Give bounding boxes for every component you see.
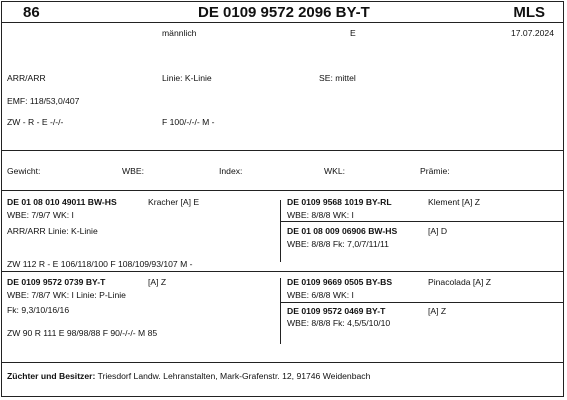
wbe-label: WBE: [122,166,144,176]
footer-divider [2,362,563,363]
emf: EMF: 118/53,0/407 [7,96,80,106]
weight-label: Gewicht: [7,166,41,176]
dam-id: DE 0109 9572 0739 BY-T [7,277,106,287]
dam-sire-name: Pinacolada [A] Z [428,277,492,287]
breeder-owner-value: Triesdorf Landw. Lehranstalten, Mark-Grafenstr. 12, 91746 Weidenbach [97,371,371,381]
line: Linie: K-Linie [162,73,212,83]
sire-sub-divider [281,221,563,222]
sire-sire-id: DE 0109 9568 1019 BY-RL [287,197,392,207]
wkl-label: WKL: [324,166,346,176]
sire-vertical-divider [280,200,281,262]
sire-dam-name: [A] D [428,226,448,236]
dam-name: [A] Z [148,277,167,287]
dam-dam-wbe: WBE: 8/8/8 Fk: 4,5/5/10/10 [287,318,391,328]
dam-wbe: WBE: 7/8/7 WK: I Linie: P-Linie [7,290,126,300]
f-value: F 100/-/-/- M - [162,117,215,127]
dam-sire-id: DE 0109 9669 0505 BY-BS [287,277,393,287]
sire-line: ARR/ARR Linie: K-Linie [7,226,98,236]
breeder-owner [7,371,370,381]
sire-name: Kracher [A] E [148,197,200,207]
breed-code: MLS [513,4,545,21]
sex: männlich [162,28,197,38]
pedigree-card [1,1,564,397]
header-divider [2,22,563,23]
animal-id: DE 0109 9572 2096 BY-T [198,4,370,21]
info-divider [2,150,563,151]
se: SE: mittel [319,73,356,83]
sire-dam-id: DE 01 08 009 06906 BW-HS [287,226,398,236]
dam-dam-name: [A] Z [428,306,447,316]
genotype: ARR/ARR [7,73,46,83]
sire-breeding-value: ZW 112 R - E 106/118/100 F 108/109/93/107 M - [7,259,193,269]
breeder-owner-label: Züchter und Besitzer: [7,371,96,381]
date: 17.07.2024 [510,28,554,38]
catalog-number: 86 [23,4,40,21]
breeding-value: ZW - R - E -/-/- [7,117,64,127]
dam-sire-wbe: WBE: 6/8/8 WK: I [287,290,354,300]
sire-sire-name: Klement [A] Z [428,197,481,207]
praemie-label: Prämie: [420,166,450,176]
dam-vertical-divider [280,278,281,344]
sire-dam-wbe: WBE: 8/8/8 Fk: 7,0/7/11/11 [287,239,389,249]
dam-sub-divider [281,302,563,303]
index-label: Index: [219,166,243,176]
sire-wbe: WBE: 7/9/7 WK: I [7,210,74,220]
performance-divider [2,190,563,191]
dam-dam-id: DE 0109 9572 0469 BY-T [287,306,386,316]
sire-dam-divider [2,271,563,272]
dam-breeding-value: ZW 90 R 111 E 98/98/88 F 90/-/-/- M 85 [7,328,158,338]
dam-fk: Fk: 9,3/10/16/16 [7,305,70,315]
sire-id: DE 01 08 010 49011 BW-HS [7,197,117,207]
sire-sire-wbe: WBE: 8/8/8 WK: I [287,210,354,220]
grade: E [350,28,356,38]
